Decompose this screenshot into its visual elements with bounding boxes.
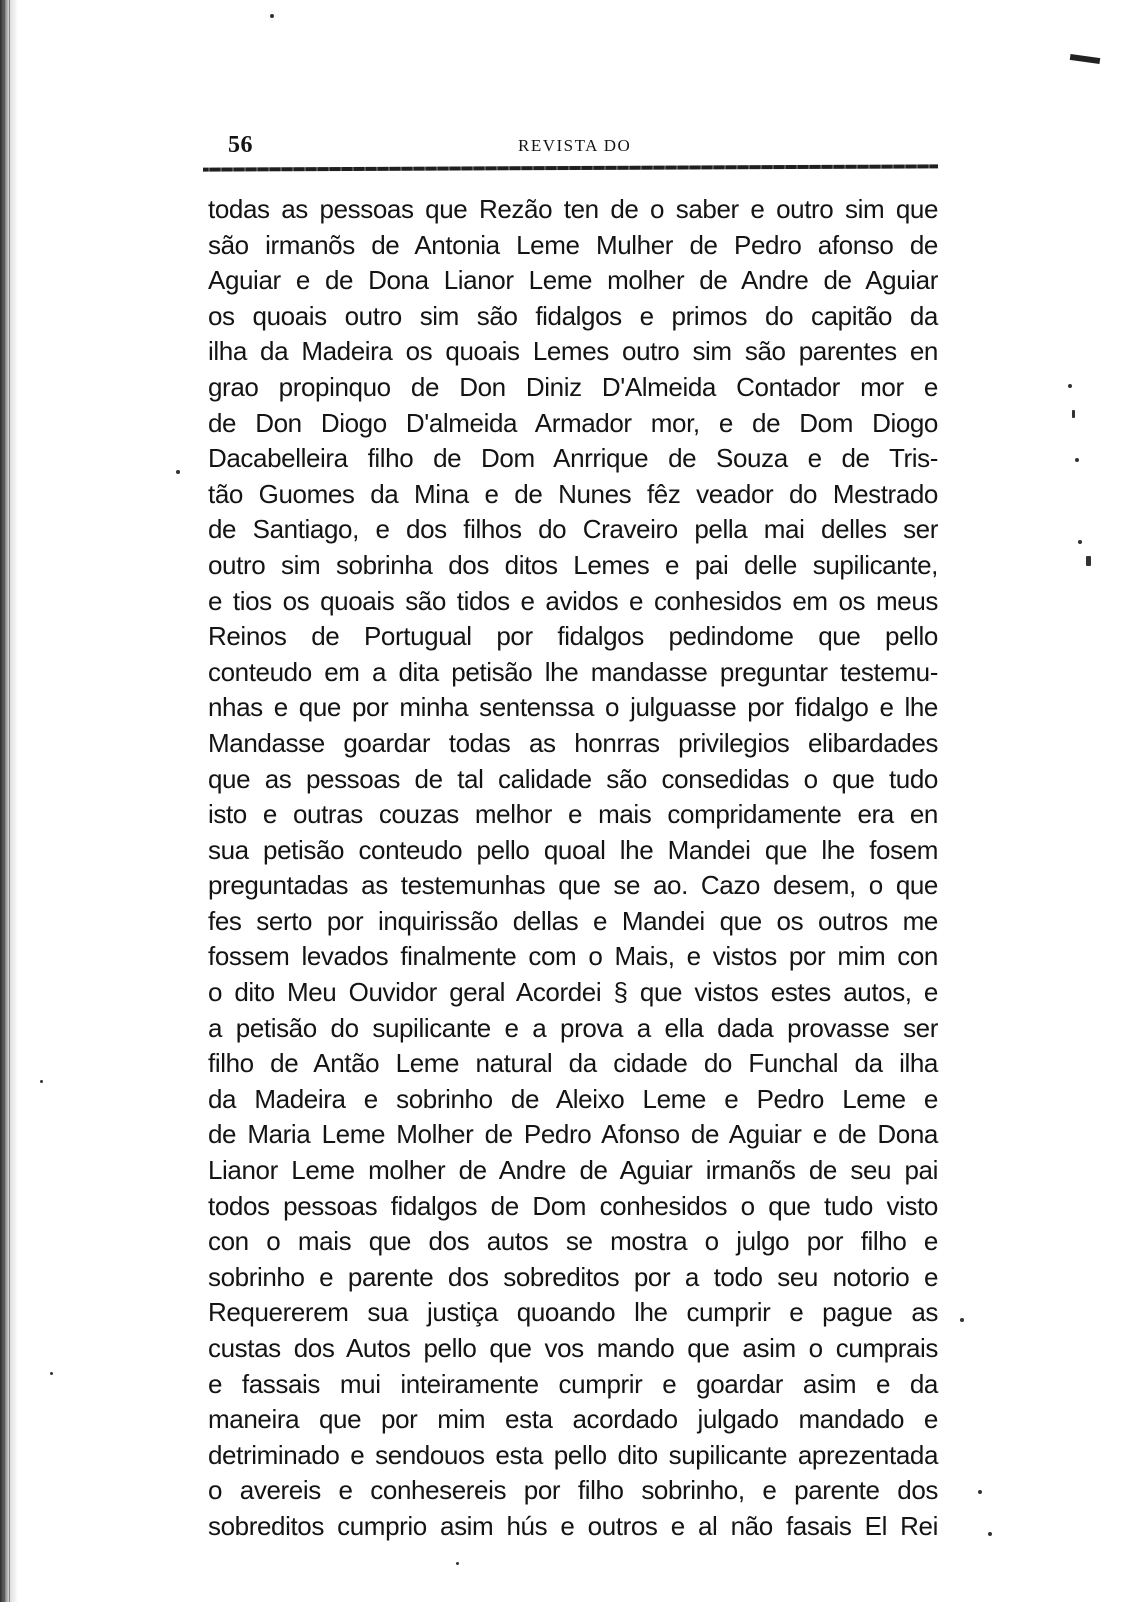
text-line: outro sim sobrinha dos ditos Lemes e pai delle supilicante, <box>208 549 938 580</box>
scan-speck <box>270 14 274 18</box>
spine-line <box>3 0 5 1602</box>
text-line: de Santiago, e dos filhos do Craveiro pella mai delles ser <box>208 514 938 545</box>
scan-speck <box>456 1562 459 1565</box>
text-line: sobreditos cumprio asim hús e outros e al não fasais El Rei <box>208 1510 938 1541</box>
page-number: 56 <box>228 132 253 158</box>
scan-speck <box>1086 556 1091 566</box>
scan-speck <box>176 470 180 474</box>
body-text <box>208 192 938 1545</box>
text-line: detriminado e sendouos esta pello dito supilicante aprezentada <box>208 1439 938 1470</box>
text-line: Lianor Leme molher de Andre de Aguiar irmanõs de seu pai <box>208 1155 938 1186</box>
scan-speck <box>1078 540 1082 544</box>
text-line: de Don Diogo D'almeida Armador mor, e de Dom Diogo <box>208 407 938 438</box>
scan-speck <box>1075 458 1079 462</box>
text-line: fossem levados finalmente com o Mais, e vistos por mim con <box>208 941 938 972</box>
text-line: tão Guomes da Mina e de Nunes fêz veador do Mestrado <box>208 478 938 509</box>
text-line: o avereis e conhesereis por filho sobrinho, e parente dos <box>208 1475 938 1506</box>
text-line: nhas e que por minha sentenssa o julguasse por fidalgo e lhe <box>208 692 938 723</box>
running-head: REVISTA DO <box>518 136 632 155</box>
spine-line <box>9 0 10 1602</box>
text-line: são irmanõs de Antonia Leme Mulher de Pedro afonso de <box>208 229 938 260</box>
text-line: isto e outras couzas melhor e mais compridamente era en <box>208 799 938 830</box>
text-line: custas dos Autos pello que vos mando que asim o cumprais <box>208 1333 938 1363</box>
text-line: Mandasse goardar todas as honrras privilegios elibardades <box>208 727 938 758</box>
text-line: sobrinho e parente dos sobreditos por a todo seu notorio e <box>208 1261 938 1292</box>
text-line: os quoais outro sim são fidalgos e primos do capitão da <box>208 300 938 331</box>
text-line: con o mais que dos autos se mostra o julgo por filho e <box>208 1226 938 1257</box>
text-line: da Madeira e sobrinho de Aleixo Leme e Pedro Leme e <box>208 1083 938 1114</box>
text-line: a petisão do supilicante e a prova a ella dada provasse ser <box>208 1012 938 1043</box>
text-line: maneira que por mim esta acordado julgado mandado e <box>208 1404 938 1435</box>
scan-speck <box>1068 384 1072 388</box>
text-line: preguntadas as testemunhas que se ao. Cazo desem, o que <box>208 870 938 901</box>
text-line: Dacabelleira filho de Dom Anrrique de Souza e de Tris- <box>208 443 938 474</box>
scan-speck <box>988 1532 992 1536</box>
text-line: todas as pessoas que Rezão ten de o saber e outro sim que <box>208 194 938 224</box>
text-line: grao propinquo de Don Diniz D'Almeida Contador mor e <box>208 371 938 402</box>
page-header <box>228 132 938 162</box>
text-line: e fassais mui inteiramente cumprir e goardar asim e da <box>208 1368 938 1399</box>
scan-speck <box>978 1490 982 1494</box>
scan-speck <box>40 1080 43 1083</box>
text-line: de Maria Leme Molher de Pedro Afonso de Aguiar e de Dona <box>208 1119 938 1150</box>
text-line: Aguiar e de Dona Lianor Leme molher de Andre de Aguiar <box>208 265 938 296</box>
text-line: todos pessoas fidalgos de Dom conhesidos o que tudo visto <box>208 1190 938 1221</box>
text-line: sua petisão conteudo pello quoal lhe Mandei que lhe fosem <box>208 834 938 865</box>
text-line: Reinos de Portugual por fidalgos pedindome que pello <box>208 621 938 652</box>
text-line: e tios os quoais são tidos e avidos e conhesidos em os meus <box>208 585 938 616</box>
scan-speck <box>960 1318 964 1322</box>
text-line: ilha da Madeira os quoais Lemes outro sim são parentes en <box>208 336 938 367</box>
scan-speck <box>1072 410 1075 418</box>
text-line: conteudo em a dita petisão lhe mandasse preguntar testemu- <box>208 656 938 687</box>
text-line: que as pessoas de tal calidade são consedidas o que tudo <box>208 763 938 794</box>
text-line: fes serto por inquirissão dellas e Mandei que os outros me <box>208 905 938 936</box>
scan-mark <box>1070 54 1101 64</box>
header-rule <box>203 164 938 171</box>
text-line: Requererem sua justiça quoando lhe cumprir e pague as <box>208 1297 938 1328</box>
text-line: filho de Antão Leme natural da cidade do Funchal da ilha <box>208 1048 938 1079</box>
scan-speck <box>50 1372 53 1375</box>
text-line: o dito Meu Ouvidor geral Acordei § que vistos estes autos, e <box>208 977 938 1008</box>
